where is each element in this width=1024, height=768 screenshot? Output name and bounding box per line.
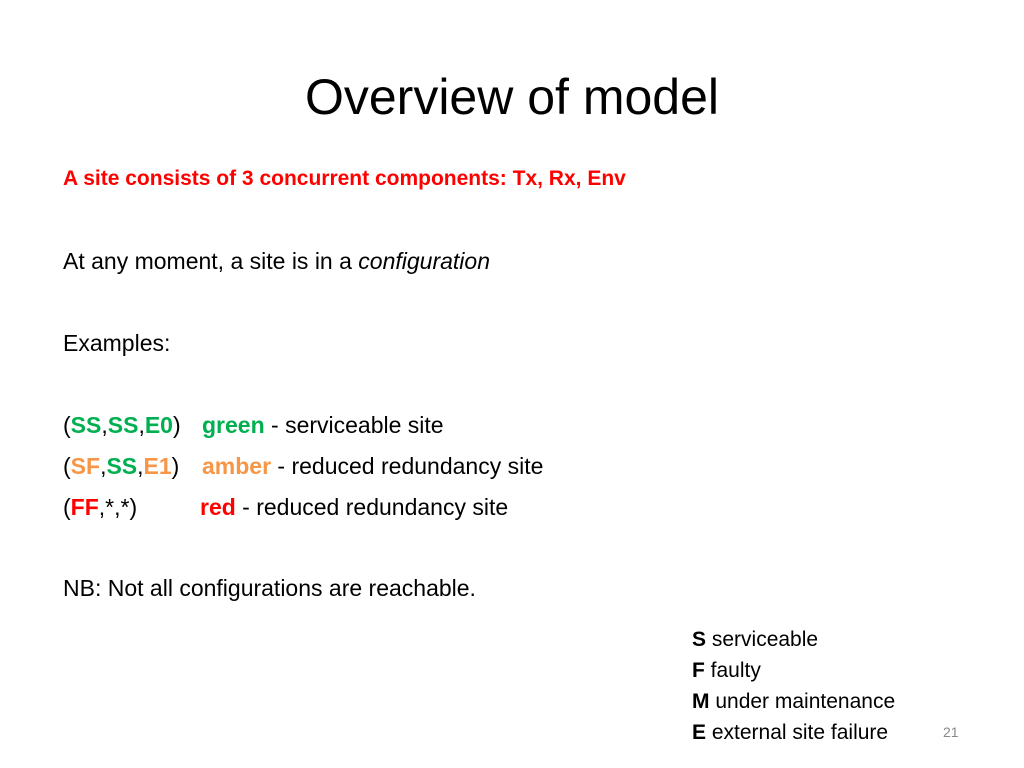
tuple-part: (: [63, 453, 71, 479]
legend-item: [692, 717, 895, 748]
tuple-part: ): [171, 453, 180, 479]
tuple-part: ): [172, 412, 181, 438]
tuple-part: SS: [106, 453, 138, 479]
tuple-part: FF: [70, 494, 99, 520]
status-description: - reduced redundancy site: [271, 453, 544, 479]
example-row-reduced: [63, 451, 544, 481]
tuple-part: E0: [144, 412, 173, 438]
legend: [692, 624, 895, 748]
example-tuple: [63, 453, 179, 479]
legend-key: S: [692, 628, 707, 651]
tuple-part: SS: [70, 412, 102, 438]
configuration-line: [63, 246, 490, 276]
tuple-part: SF: [70, 453, 101, 479]
status-label: amber: [202, 453, 272, 479]
status-label: green: [202, 412, 265, 438]
status-label: red: [200, 494, 236, 520]
status-description: - serviceable site: [264, 412, 444, 438]
examples-label: Examples:: [63, 330, 171, 356]
example-row-failed: [63, 492, 509, 522]
legend-label: under maintenance: [709, 690, 896, 713]
tuple-part: (: [63, 412, 71, 438]
legend-item: [692, 686, 895, 717]
legend-key: F: [692, 659, 705, 682]
components-heading: A site consists of 3 concurrent components: Tx, Rx, Env: [63, 167, 626, 190]
example-tuple: [63, 494, 137, 520]
tuple-part: (: [63, 494, 71, 520]
tuple-part: ,*,*): [98, 494, 138, 520]
example-description: [202, 410, 444, 440]
slide-title: Overview of model: [304, 69, 720, 125]
configuration-line-text: At any moment, a site is in a: [63, 248, 359, 274]
example-description: [202, 451, 543, 481]
tuple-part: E1: [143, 453, 172, 479]
tuple-part: ,: [137, 453, 144, 479]
reachability-note: NB: Not all configurations are reachable.: [63, 575, 476, 601]
example-row-serviceable: [63, 410, 444, 440]
tuple-part: ,: [101, 412, 108, 438]
legend-label: serviceable: [706, 628, 819, 651]
slide-number: 21: [943, 724, 959, 740]
tuple-part: SS: [107, 412, 139, 438]
configuration-term: configuration: [358, 248, 490, 274]
legend-key: M: [692, 690, 710, 713]
tuple-part: ,: [100, 453, 107, 479]
legend-label: external site failure: [706, 721, 889, 744]
example-tuple: [63, 412, 181, 438]
legend-key: E: [692, 721, 707, 744]
example-description: [200, 492, 508, 522]
status-description: - reduced redundancy site: [235, 494, 509, 520]
legend-item: [692, 655, 895, 686]
tuple-part: ,: [138, 412, 145, 438]
legend-label: faulty: [704, 659, 761, 682]
legend-item: [692, 624, 895, 655]
